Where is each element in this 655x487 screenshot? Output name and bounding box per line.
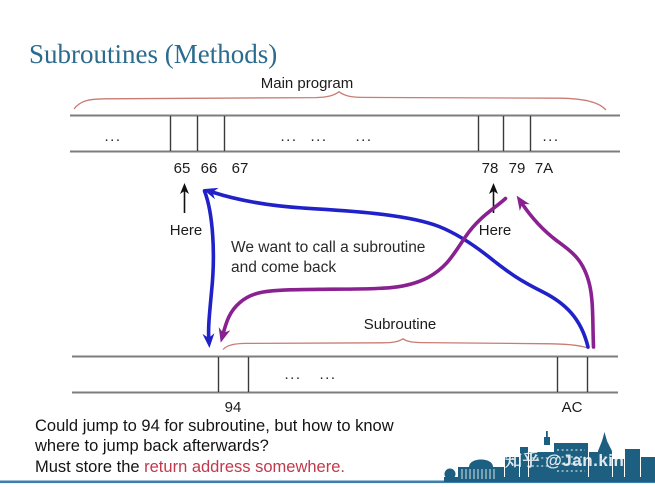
callout-line2: and come back xyxy=(231,259,337,276)
address-label-AC: AC xyxy=(561,399,583,416)
notes-line3 xyxy=(35,457,394,477)
address-label-66: 66 xyxy=(200,160,218,177)
notes-text xyxy=(35,416,394,477)
memory-dots: ... xyxy=(104,128,122,145)
memory-dots: ... xyxy=(280,128,298,145)
top-memory-strip xyxy=(70,116,620,152)
main-program-brace xyxy=(74,92,606,110)
subroutine-label: Subroutine xyxy=(363,316,437,333)
notes-line1: Could jump to 94 for subroutine, but how to know xyxy=(35,417,394,435)
watermark-text: 知乎 @Jan.kin xyxy=(505,451,625,470)
callout-text xyxy=(231,238,425,278)
page-title: Subroutines (Methods) xyxy=(29,39,278,70)
address-label-79: 79 xyxy=(508,160,526,177)
address-label-65: 65 xyxy=(173,160,191,177)
address-label-67: 67 xyxy=(231,160,249,177)
memory-dots: ... xyxy=(319,366,337,383)
here-right-label: Here xyxy=(478,222,512,239)
address-label-94: 94 xyxy=(224,399,242,416)
notes-line3-red: return address somewhere. xyxy=(144,457,345,476)
here-left-label: Here xyxy=(169,222,203,239)
memory-dots: ... xyxy=(284,366,302,383)
return-arrow-purple xyxy=(522,204,594,348)
bottom-memory-strip xyxy=(72,357,618,393)
subroutine-brace xyxy=(223,339,589,350)
notes-line2: where to jump back afterwards? xyxy=(35,437,269,456)
callout-line1: We want to call a subroutine xyxy=(231,239,426,256)
memory-dots: ... xyxy=(542,128,560,145)
main-program-label: Main program xyxy=(260,75,354,92)
address-label-7A: 7A xyxy=(534,160,554,177)
memory-dots: ... xyxy=(355,128,373,145)
memory-dots: ... xyxy=(310,128,328,145)
call-arrow-blue xyxy=(205,191,214,339)
address-label-78: 78 xyxy=(481,160,499,177)
notes-line3-black: Must store the xyxy=(35,457,145,476)
